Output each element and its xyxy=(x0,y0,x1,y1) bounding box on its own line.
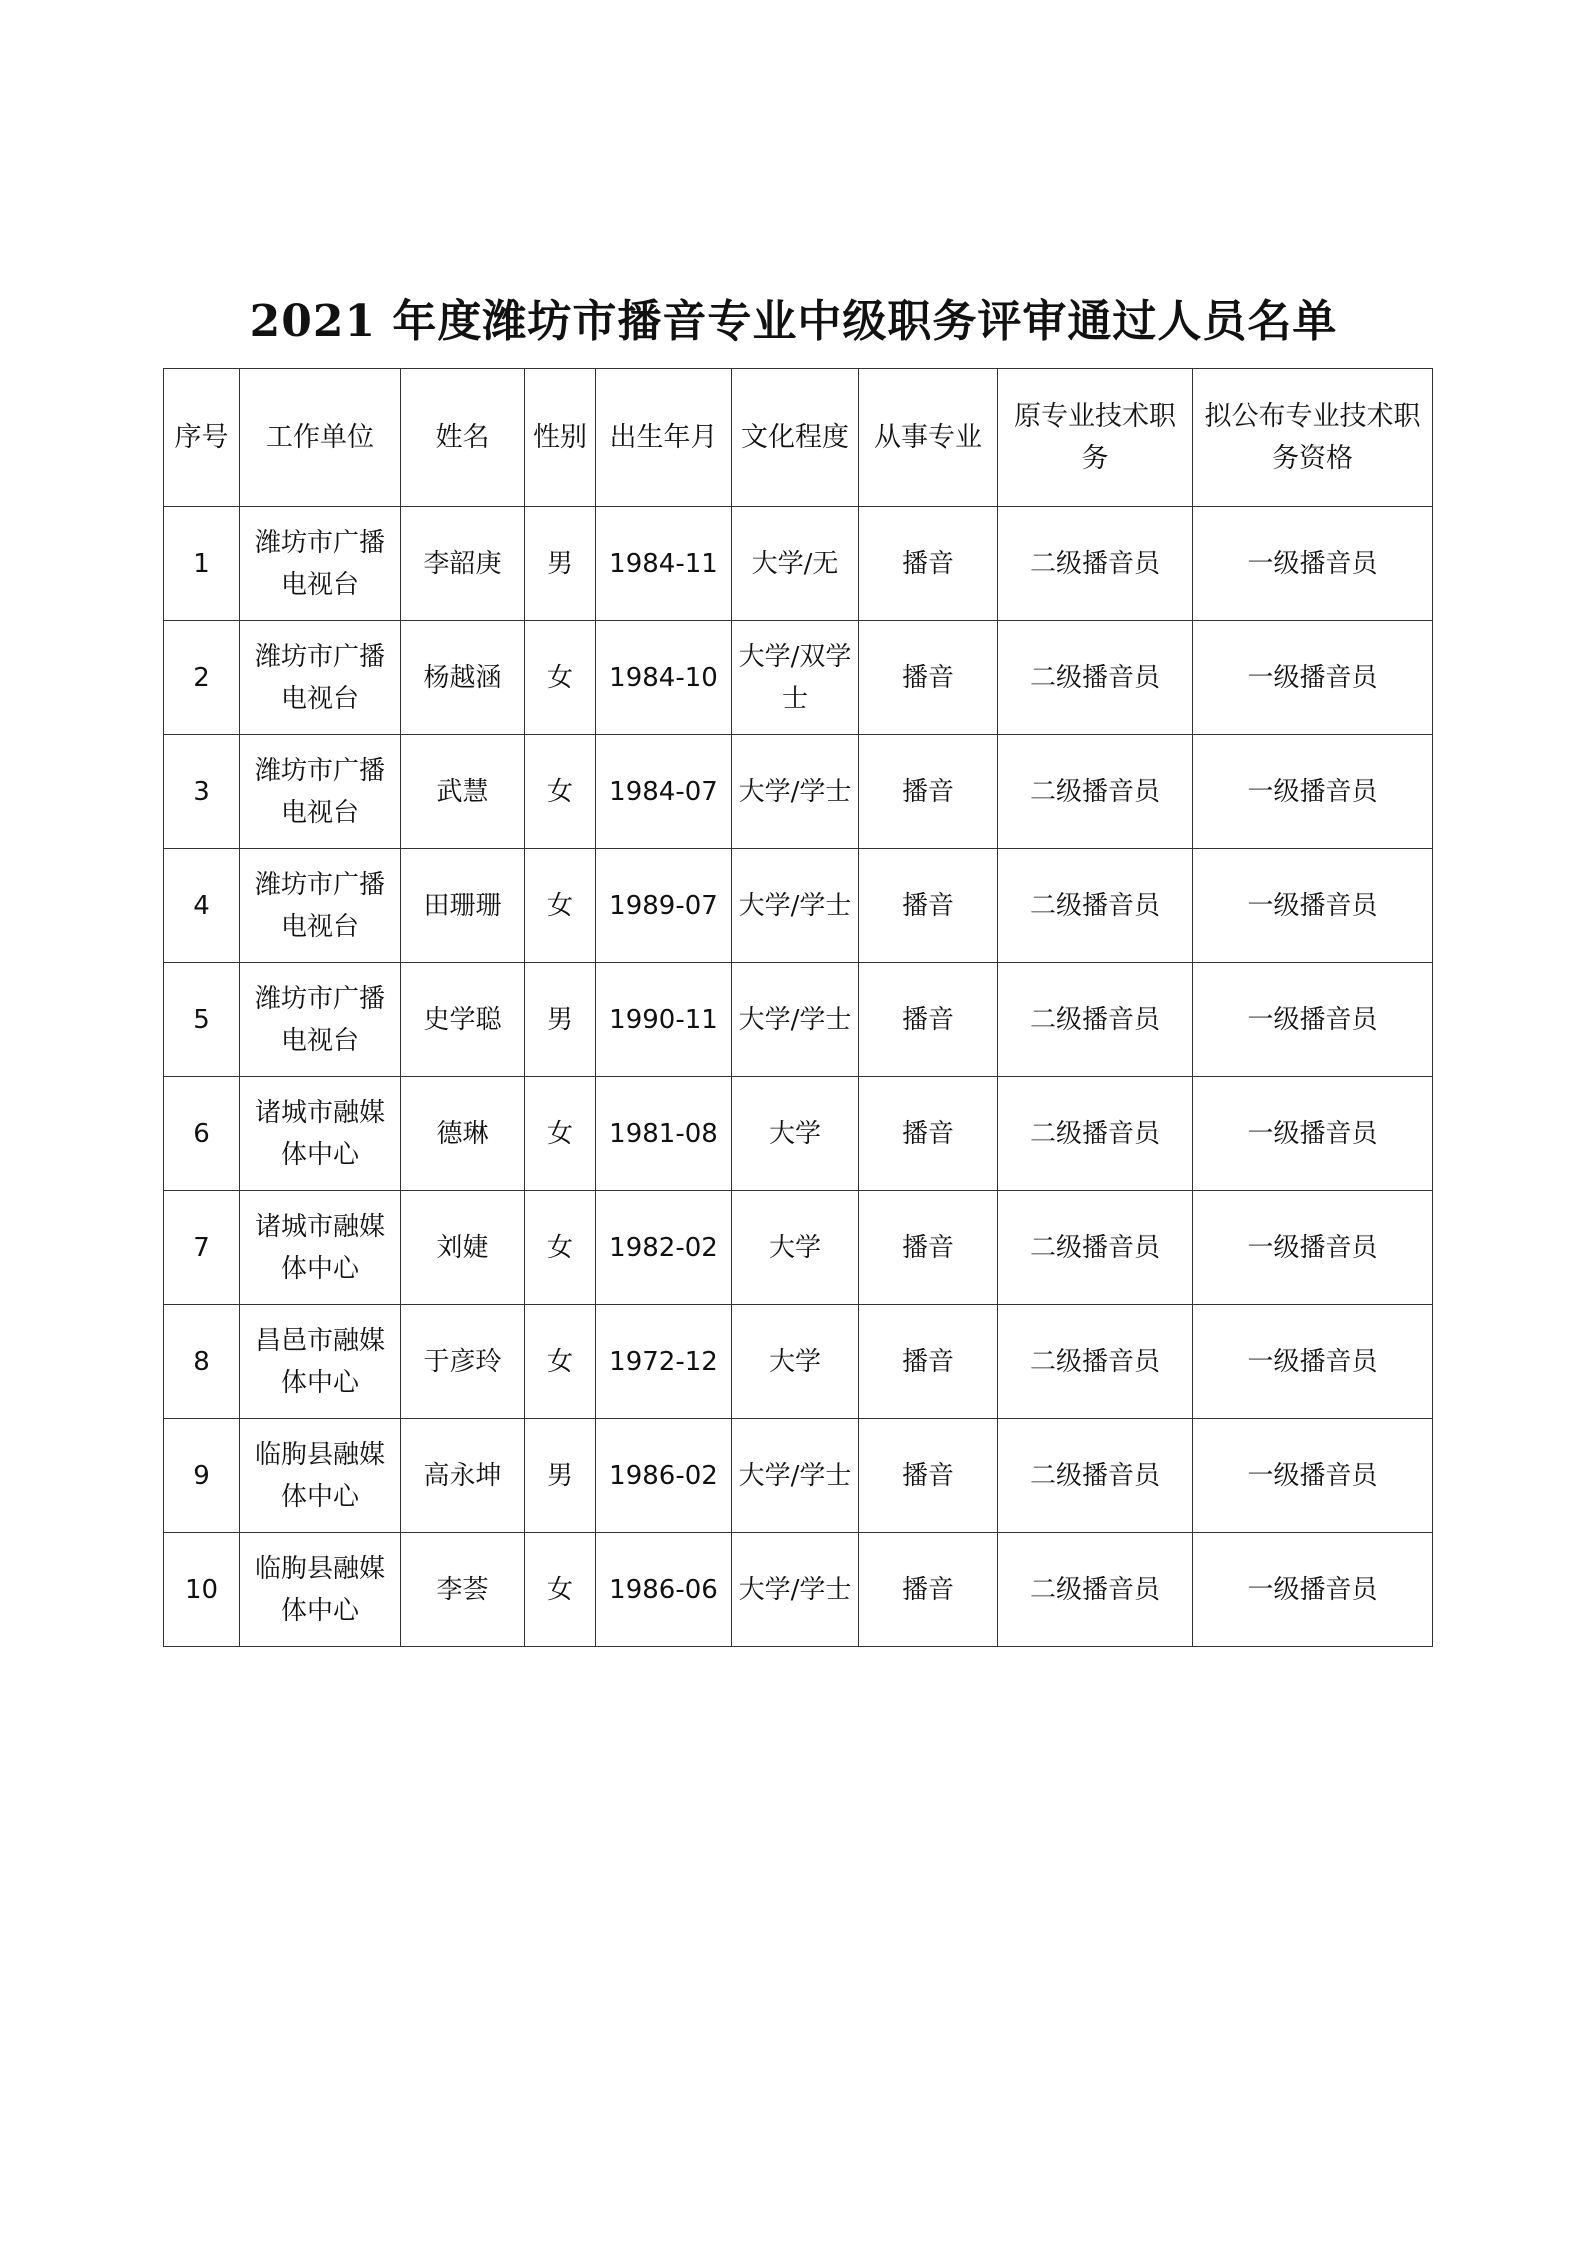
table-row xyxy=(164,1305,1433,1419)
cell-col-index: 6 xyxy=(164,1077,240,1191)
table-row xyxy=(164,1533,1433,1647)
header-col-specialty: 从事专业 xyxy=(859,369,998,507)
cell-col-original-title: 二级播音员 xyxy=(998,1533,1193,1647)
cell-col-employer: 潍坊市广播电视台 xyxy=(240,507,401,621)
cell-col-education: 大学/学士 xyxy=(732,1419,859,1533)
header-col-original-title: 原专业技术职务 xyxy=(998,369,1193,507)
cell-col-original-title: 二级播音员 xyxy=(998,1305,1193,1419)
cell-col-original-title: 二级播音员 xyxy=(998,849,1193,963)
cell-col-employer: 潍坊市广播电视台 xyxy=(240,849,401,963)
header-col-index: 序号 xyxy=(164,369,240,507)
cell-col-original-title: 二级播音员 xyxy=(998,963,1193,1077)
header-col-name: 姓名 xyxy=(401,369,525,507)
cell-col-birth: 1986-06 xyxy=(596,1533,732,1647)
cell-col-new-title: 一级播音员 xyxy=(1193,963,1433,1077)
cell-col-original-title: 二级播音员 xyxy=(998,735,1193,849)
table-body xyxy=(164,507,1433,1647)
cell-col-gender: 男 xyxy=(525,1419,596,1533)
cell-col-education: 大学/学士 xyxy=(732,1533,859,1647)
cell-col-birth: 1989-07 xyxy=(596,849,732,963)
roster-table xyxy=(163,368,1433,1647)
cell-col-employer: 潍坊市广播电视台 xyxy=(240,963,401,1077)
cell-col-index: 4 xyxy=(164,849,240,963)
cell-col-birth: 1990-11 xyxy=(596,963,732,1077)
table-row xyxy=(164,1191,1433,1305)
table-row xyxy=(164,507,1433,621)
cell-col-new-title: 一级播音员 xyxy=(1193,1533,1433,1647)
cell-col-employer: 潍坊市广播电视台 xyxy=(240,621,401,735)
cell-col-specialty: 播音 xyxy=(859,621,998,735)
cell-col-original-title: 二级播音员 xyxy=(998,1077,1193,1191)
cell-col-education: 大学/学士 xyxy=(732,849,859,963)
cell-col-specialty: 播音 xyxy=(859,963,998,1077)
cell-col-birth: 1981-08 xyxy=(596,1077,732,1191)
cell-col-name: 田珊珊 xyxy=(401,849,525,963)
cell-col-employer: 诸城市融媒体中心 xyxy=(240,1077,401,1191)
cell-col-employer: 临朐县融媒体中心 xyxy=(240,1533,401,1647)
cell-col-new-title: 一级播音员 xyxy=(1193,507,1433,621)
cell-col-employer: 临朐县融媒体中心 xyxy=(240,1419,401,1533)
cell-col-original-title: 二级播音员 xyxy=(998,1419,1193,1533)
cell-col-birth: 1982-02 xyxy=(596,1191,732,1305)
cell-col-index: 1 xyxy=(164,507,240,621)
cell-col-specialty: 播音 xyxy=(859,1419,998,1533)
header-col-gender: 性别 xyxy=(525,369,596,507)
cell-col-specialty: 播音 xyxy=(859,1077,998,1191)
cell-col-new-title: 一级播音员 xyxy=(1193,1305,1433,1419)
cell-col-name: 李荟 xyxy=(401,1533,525,1647)
cell-col-index: 7 xyxy=(164,1191,240,1305)
cell-col-new-title: 一级播音员 xyxy=(1193,1077,1433,1191)
cell-col-name: 高永坤 xyxy=(401,1419,525,1533)
cell-col-specialty: 播音 xyxy=(859,735,998,849)
cell-col-new-title: 一级播音员 xyxy=(1193,1419,1433,1533)
cell-col-name: 史学聪 xyxy=(401,963,525,1077)
cell-col-specialty: 播音 xyxy=(859,1305,998,1419)
cell-col-birth: 1984-10 xyxy=(596,621,732,735)
header-col-new-title: 拟公布专业技术职务资格 xyxy=(1193,369,1433,507)
header-col-birth: 出生年月 xyxy=(596,369,732,507)
cell-col-education: 大学/学士 xyxy=(732,735,859,849)
cell-col-new-title: 一级播音员 xyxy=(1193,621,1433,735)
cell-col-education: 大学/学士 xyxy=(732,963,859,1077)
cell-col-gender: 女 xyxy=(525,1191,596,1305)
cell-col-birth: 1984-11 xyxy=(596,507,732,621)
cell-col-education: 大学 xyxy=(732,1305,859,1419)
cell-col-gender: 女 xyxy=(525,1533,596,1647)
cell-col-employer: 昌邑市融媒体中心 xyxy=(240,1305,401,1419)
table-row xyxy=(164,735,1433,849)
cell-col-index: 3 xyxy=(164,735,240,849)
cell-col-birth: 1986-02 xyxy=(596,1419,732,1533)
cell-col-gender: 男 xyxy=(525,507,596,621)
table-row xyxy=(164,621,1433,735)
cell-col-gender: 女 xyxy=(525,1305,596,1419)
cell-col-name: 于彦玲 xyxy=(401,1305,525,1419)
cell-col-gender: 女 xyxy=(525,1077,596,1191)
cell-col-birth: 1972-12 xyxy=(596,1305,732,1419)
cell-col-index: 2 xyxy=(164,621,240,735)
header-col-employer: 工作单位 xyxy=(240,369,401,507)
cell-col-gender: 女 xyxy=(525,621,596,735)
cell-col-name: 武慧 xyxy=(401,735,525,849)
page-title: 2021 年度潍坊市播音专业中级职务评审通过人员名单 xyxy=(249,296,1338,348)
cell-col-education: 大学/双学士 xyxy=(732,621,859,735)
cell-col-index: 8 xyxy=(164,1305,240,1419)
cell-col-birth: 1984-07 xyxy=(596,735,732,849)
cell-col-new-title: 一级播音员 xyxy=(1193,735,1433,849)
cell-col-gender: 女 xyxy=(525,735,596,849)
cell-col-gender: 男 xyxy=(525,963,596,1077)
cell-col-original-title: 二级播音员 xyxy=(998,507,1193,621)
cell-col-specialty: 播音 xyxy=(859,1533,998,1647)
cell-col-index: 10 xyxy=(164,1533,240,1647)
cell-col-new-title: 一级播音员 xyxy=(1193,1191,1433,1305)
table-row xyxy=(164,963,1433,1077)
table-row xyxy=(164,1077,1433,1191)
cell-col-education: 大学 xyxy=(732,1191,859,1305)
table-header-row xyxy=(164,369,1433,507)
cell-col-name: 德琳 xyxy=(401,1077,525,1191)
cell-col-education: 大学/无 xyxy=(732,507,859,621)
cell-col-name: 杨越涵 xyxy=(401,621,525,735)
cell-col-education: 大学 xyxy=(732,1077,859,1191)
table-row xyxy=(164,849,1433,963)
cell-col-specialty: 播音 xyxy=(859,1191,998,1305)
cell-col-employer: 诸城市融媒体中心 xyxy=(240,1191,401,1305)
cell-col-index: 9 xyxy=(164,1419,240,1533)
cell-col-original-title: 二级播音员 xyxy=(998,1191,1193,1305)
cell-col-specialty: 播音 xyxy=(859,507,998,621)
cell-col-index: 5 xyxy=(164,963,240,1077)
cell-col-gender: 女 xyxy=(525,849,596,963)
cell-col-employer: 潍坊市广播电视台 xyxy=(240,735,401,849)
cell-col-name: 李韶庚 xyxy=(401,507,525,621)
cell-col-original-title: 二级播音员 xyxy=(998,621,1193,735)
cell-col-name: 刘婕 xyxy=(401,1191,525,1305)
header-col-education: 文化程度 xyxy=(732,369,859,507)
table-row xyxy=(164,1419,1433,1533)
cell-col-specialty: 播音 xyxy=(859,849,998,963)
cell-col-new-title: 一级播音员 xyxy=(1193,849,1433,963)
